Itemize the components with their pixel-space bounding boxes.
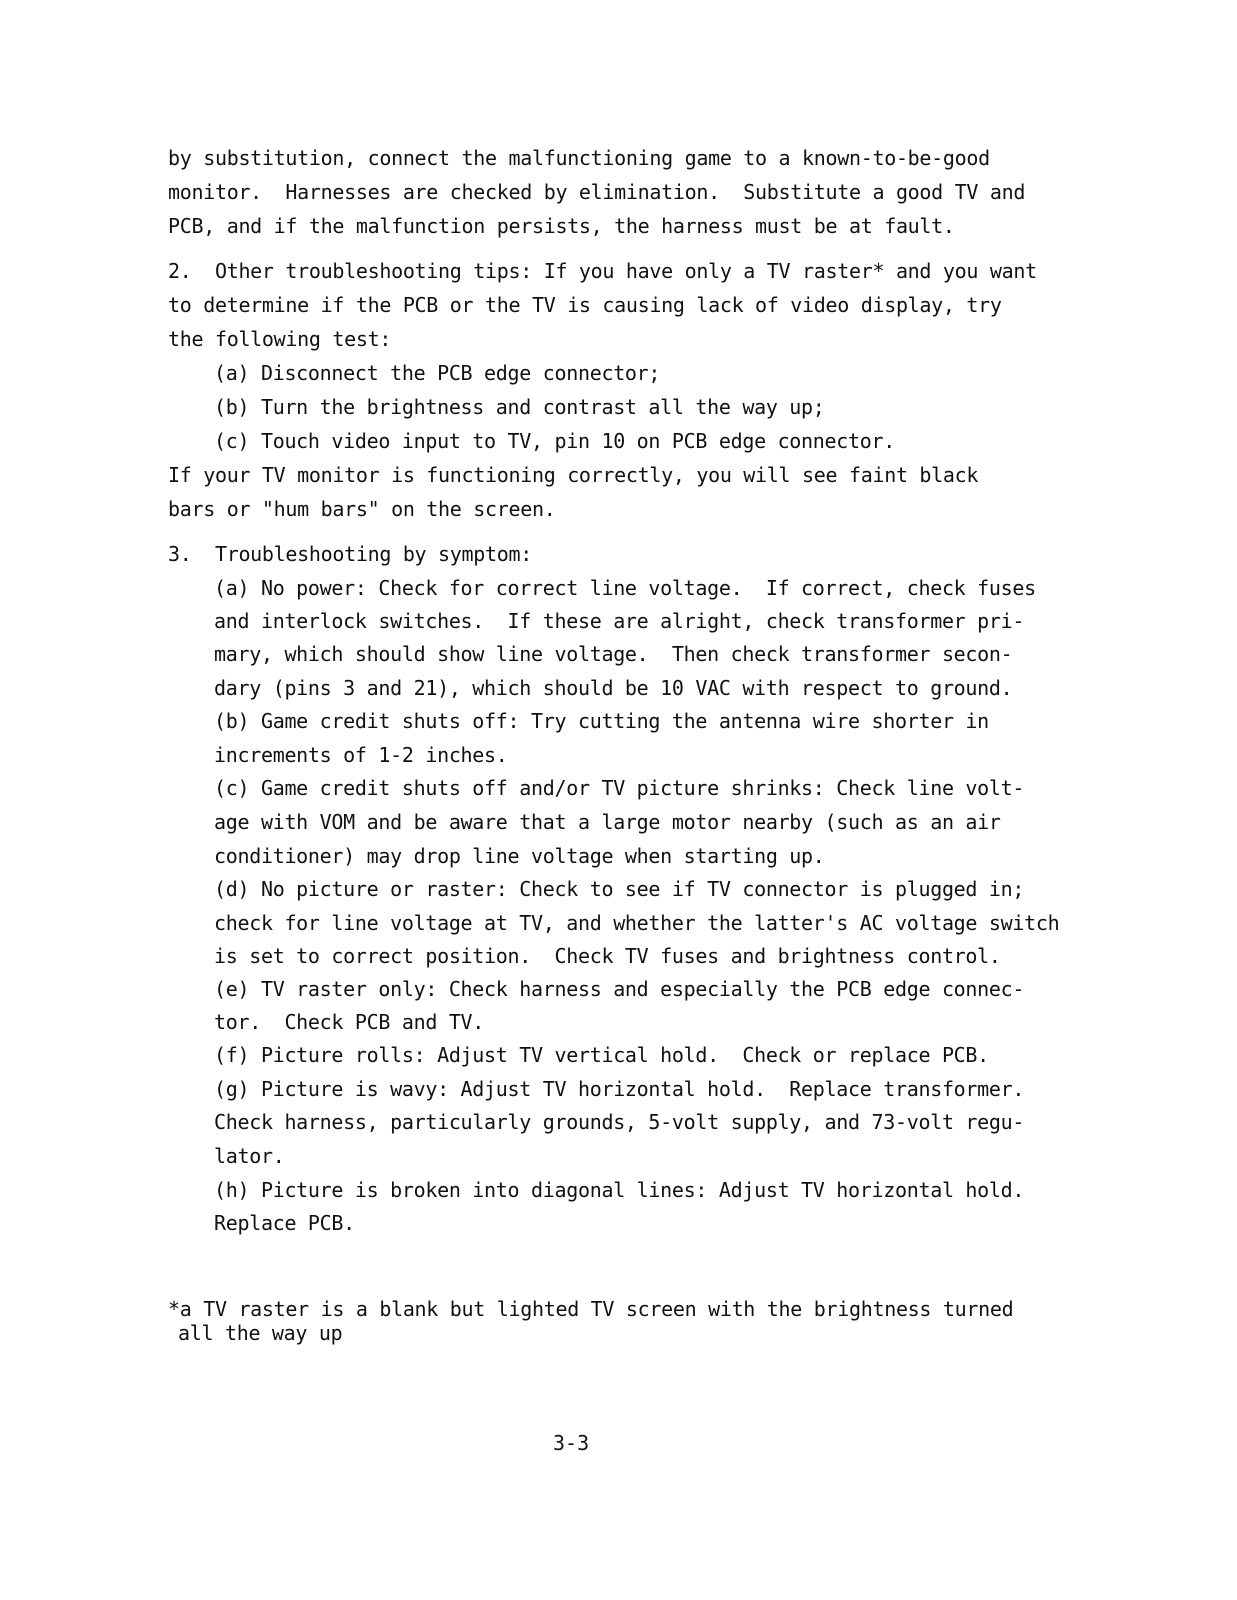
footnote-line: *a TV raster is a blank but lighted TV screen with the brightness turned [168, 1297, 1014, 1321]
text-line: check for line voltage at TV, and whether the latter's AC voltage switch [214, 911, 1060, 935]
text-line: (f) Picture rolls: Adjust TV vertical hold. Check or replace PCB. [214, 1043, 989, 1067]
text-line: (c) Game credit shuts off and/or TV picture shrinks: Check line volt- [214, 776, 1025, 800]
text-line: age with VOM and be aware that a large motor nearby (such as an air [214, 810, 1001, 834]
text-line: Check harness, particularly grounds, 5-volt supply, and 73-volt regu- [214, 1110, 1025, 1134]
text-line: lator. [214, 1144, 285, 1168]
text-line: 2. Other troubleshooting tips: If you have only a TV raster* and you want [168, 259, 1037, 283]
text-line: mary, which should show line voltage. Then check transformer secon- [214, 642, 1013, 666]
test-step: (c) Touch video input to TV, pin 10 on PCB edge connector. [214, 429, 895, 453]
page-number: 3-3 [553, 1431, 590, 1455]
text-line: dary (pins 3 and 21), which should be 10 VAC with respect to ground. [214, 676, 1013, 700]
text-line: bars or "hum bars" on the screen. [168, 497, 556, 521]
text-line: and interlock switches. If these are alright, check transformer pri- [214, 609, 1025, 633]
text-line: the following test: [168, 327, 392, 351]
text-line: (d) No picture or raster: Check to see if TV connector is plugged in; [214, 877, 1025, 901]
text-line: conditioner) may drop line voltage when starting up. [214, 844, 825, 868]
text-line: is set to correct position. Check TV fuses and brightness control. [214, 944, 1001, 968]
text-line: (g) Picture is wavy: Adjust TV horizontal hold. Replace transformer. [214, 1077, 1025, 1101]
text-line: tor. Check PCB and TV. [214, 1010, 485, 1034]
text-line: (e) TV raster only: Check harness and especially the PCB edge connec- [214, 977, 1025, 1001]
test-step: (b) Turn the brightness and contrast all the way up; [214, 395, 825, 419]
text-line: (b) Game credit shuts off: Try cutting the antenna wire shorter in [214, 709, 989, 733]
text-line: monitor. Harnesses are checked by elimination. Substitute a good TV and [168, 180, 1026, 204]
text-line: If your TV monitor is functioning correctly, you will see faint black [168, 463, 979, 487]
text-line: increments of 1-2 inches. [214, 743, 508, 767]
text-line: (h) Picture is broken into diagonal lines: Adjust TV horizontal hold. [214, 1178, 1025, 1202]
text-line: by substitution, connect the malfunctioning game to a known-to-be-good [168, 146, 990, 170]
text-line: (a) No power: Check for correct line voltage. If correct, check fuses [214, 576, 1036, 600]
section-heading: 3. Troubleshooting by symptom: [168, 542, 532, 566]
test-step: (a) Disconnect the PCB edge connector; [214, 361, 661, 385]
text-line: PCB, and if the malfunction persists, the harness must be at fault. [168, 214, 955, 238]
text-line: to determine if the PCB or the TV is causing lack of video display, try [168, 293, 1002, 317]
text-line: Replace PCB. [214, 1211, 355, 1235]
footnote-line: all the way up [178, 1321, 343, 1345]
